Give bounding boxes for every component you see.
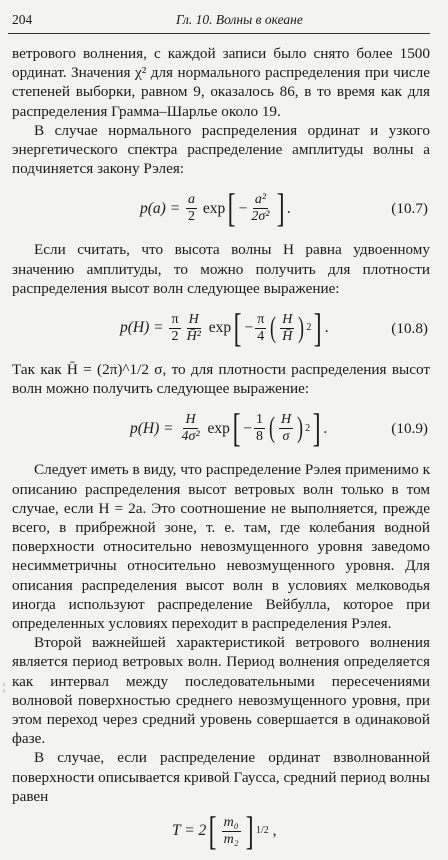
paragraph-2: В случае нормального распределения ординат и узкого энергетического спектра распределение амплитуды волны a подчиняется закону Рэлея:	[12, 121, 430, 178]
paragraph-1: ветрового волнения, с каждой записи было снято более 1500 ординат. Значения χ² для нормального распределения при числе степеней выборки, равном 9, оказалось 86, в то время как для распределения Грамма–Шарлье около 19.	[12, 45, 430, 120]
paragraph-3: Если считать, что высота волны H равна удвоенному значению амплитуды, то можно получить для плотности распределения высот волн следующее выражение:	[12, 241, 430, 297]
equation-10-7	[12, 182, 430, 234]
equation-number-10-9: (10.9)	[391, 420, 428, 438]
margin-mark: ¦	[3, 682, 6, 693]
equation-10-9-formula: p(H) = $\frac{H}{\text{4σ²}}$ exp [ − $\frac{1}{8}$ ( $\frac{H}{\sigma}$ ) 2 ] .	[130, 405, 328, 451]
equation-period	[12, 808, 430, 854]
paragraph-7: В случае, если распределение ординат взволнованной поверхности описывается кривой Гаусса, средний период волны равен	[12, 749, 430, 805]
equation-10-8	[12, 302, 430, 354]
equation-10-9	[12, 402, 430, 454]
paragraph-4: Так как H̄ = (2π)^1/2 σ, то для плотности распределения высот волн можно получить следующее выражение:	[12, 361, 430, 398]
page-number: 204	[12, 12, 33, 27]
paragraph-5: Следует иметь в виду, что распределение Рэлея применимо к описанию распределения высот ветровых волн только в том случае, если H = 2a. Это соотношение не выполняется, прежде всего, в прибрежной зоне, т. е. там, где колебания водной поверхности относительно невозмущенного уровня заведомо несимметричны относительно невозмущенного уровня. Для описания распределения высот волн в условиях мелководья иногда используют распределение Вейбулла, которое при определенных условиях переходит в распределения Рэлея.	[12, 461, 430, 633]
equation-period-formula: T = 2 [ $\frac{\text{m₀}}{\text{m₂}}$ ] 1/2 ,	[172, 808, 277, 854]
page-header	[8, 12, 430, 30]
equation-number-10-8: (10.8)	[391, 320, 428, 338]
header-rule	[8, 33, 430, 34]
equation-10-8-formula: p(H) = $\frac{\pi}{2}$ $\frac{H}{\text{H̄²}}$ exp [ − $\frac{\pi}{4}$ ( $\frac{H}{H̄}$ ) 2 ] .	[120, 305, 329, 351]
paragraph-6: Второй важнейшей характеристикой ветрового волнения является период ветровых волн. Период волнения определяется как интервал между последовательными пересечениями волновой поверхностью среднего невозмущенного уровня, при этом переход через средний уровень совершается в одинаковой фазе.	[12, 634, 430, 748]
running-title: Гл. 10. Волны в океане	[176, 12, 303, 27]
equation-10-7-formula: p(a) = $\frac{a}{2}$ exp [ − $\frac{\text{a²}}{\text{2σ²}}$ ] .	[140, 185, 291, 231]
equation-number-10-7: (10.7)	[391, 200, 428, 218]
